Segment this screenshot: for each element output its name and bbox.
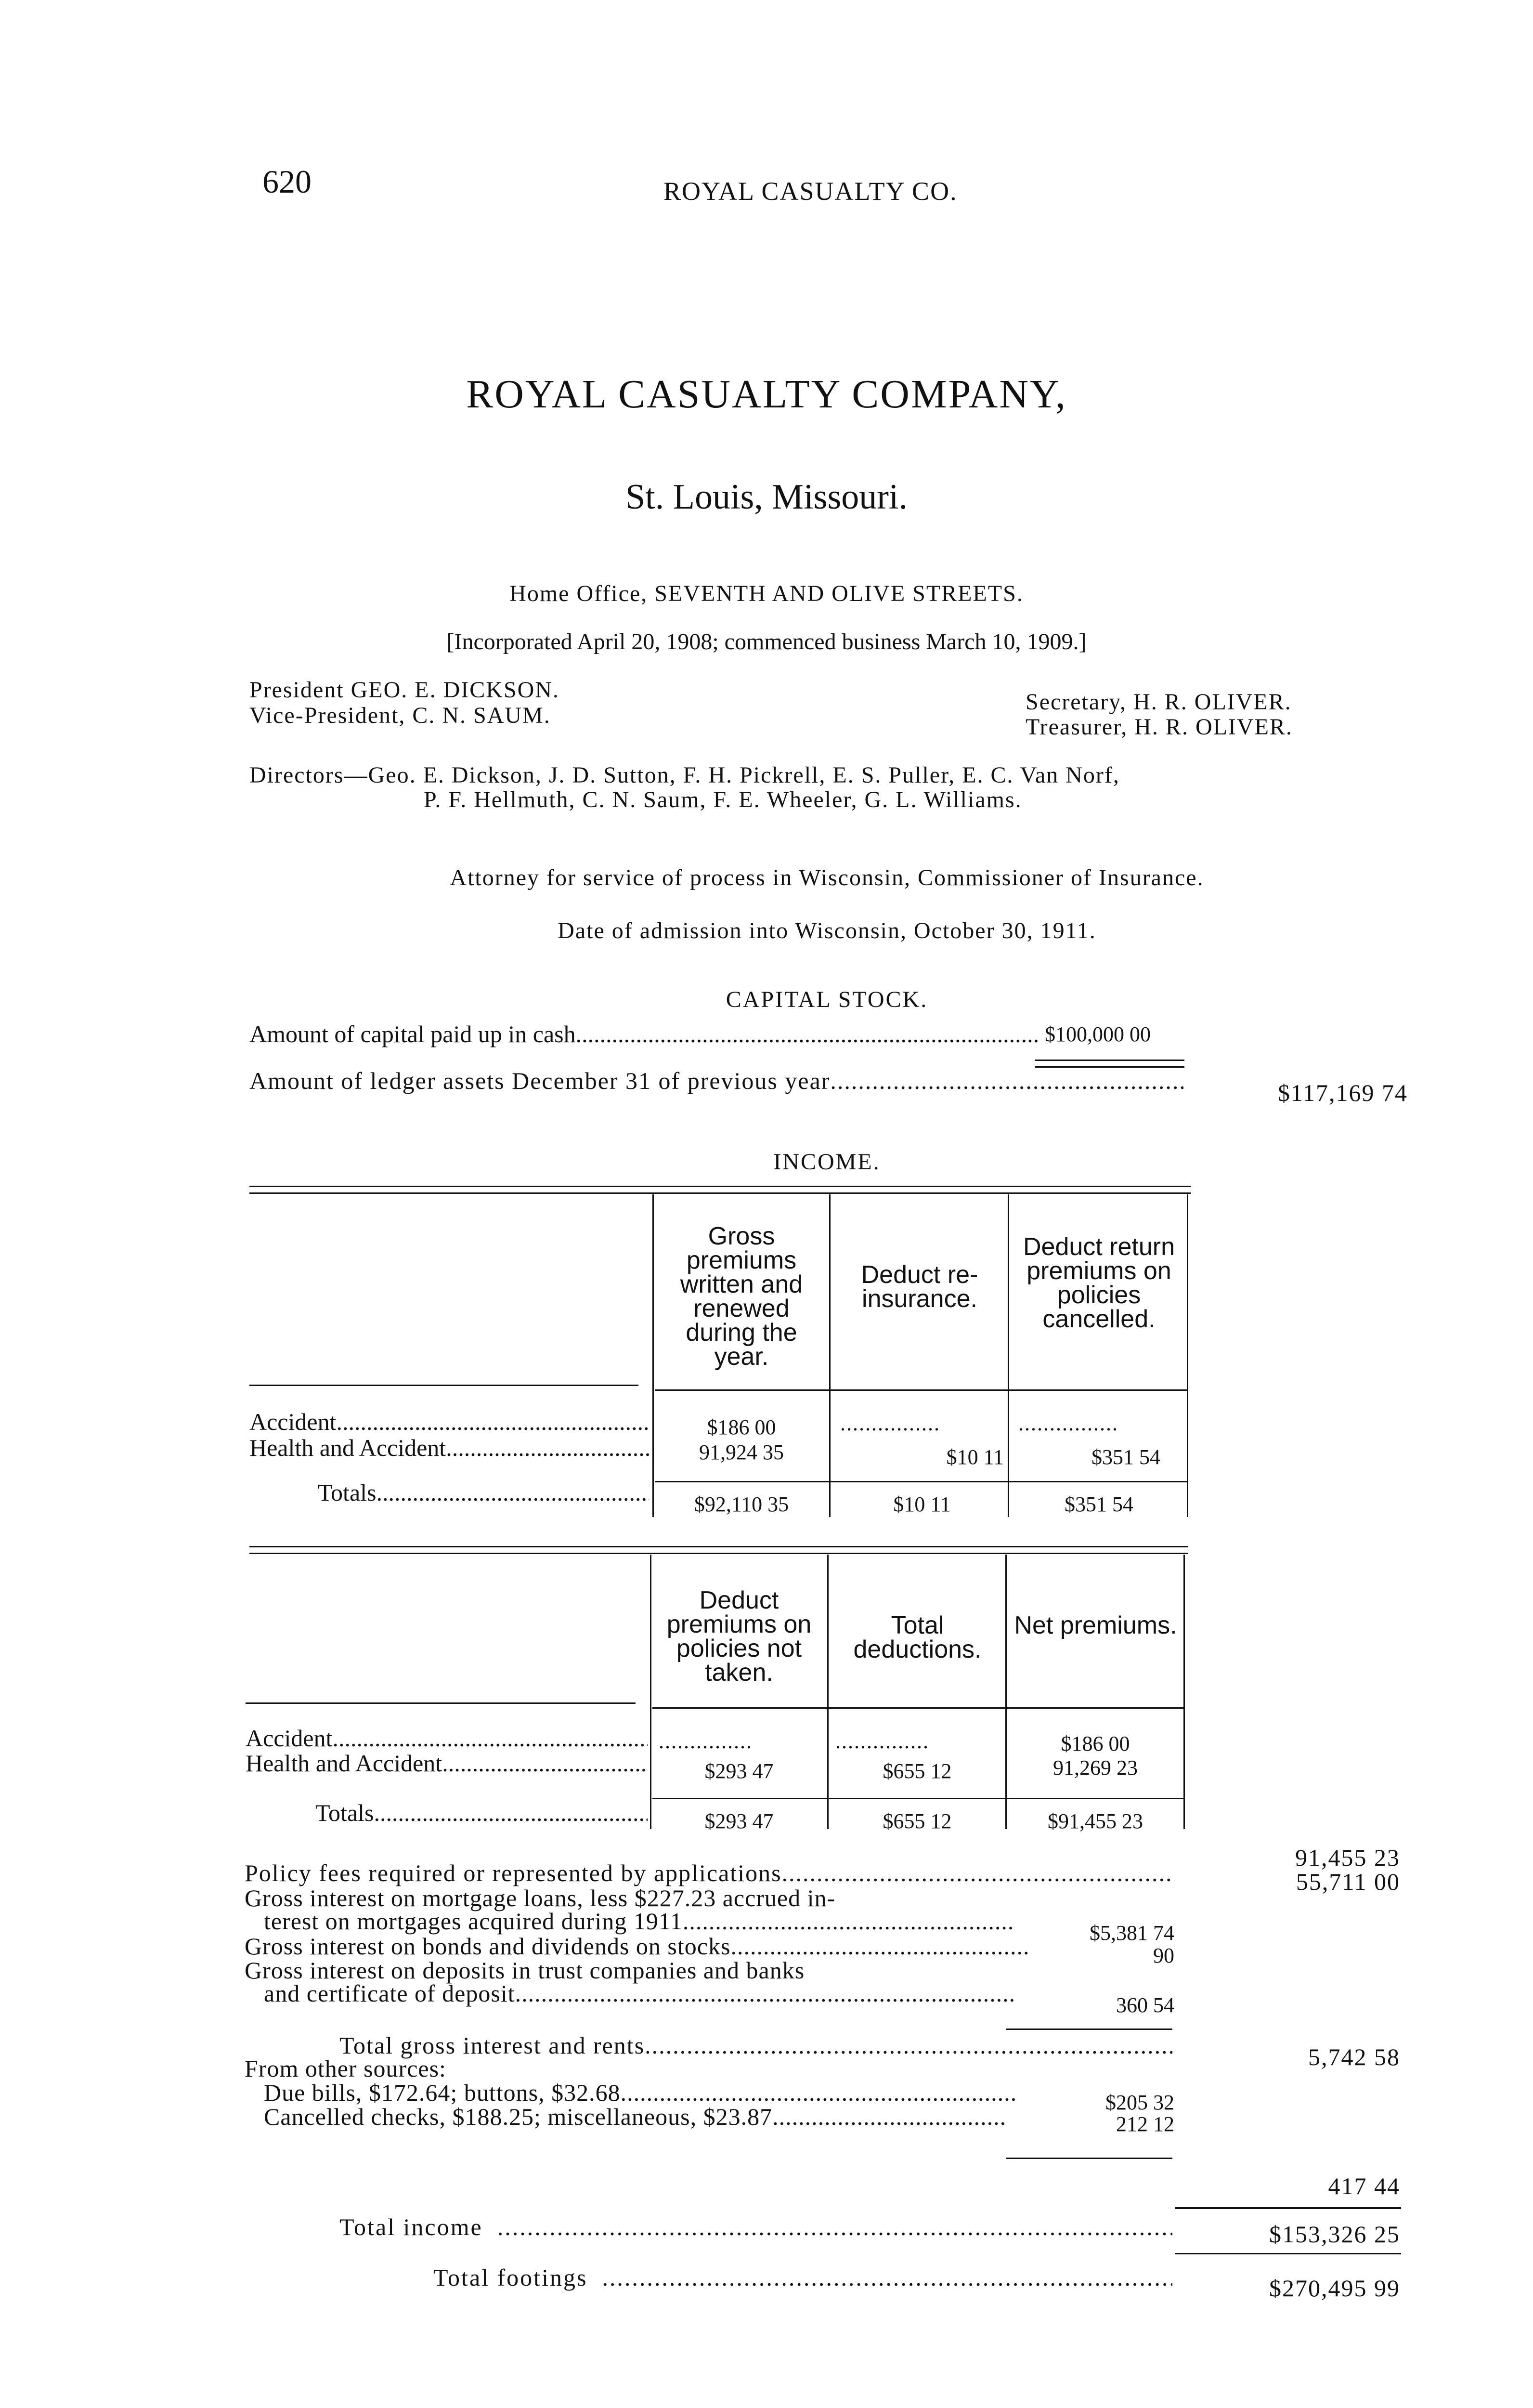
interest-trust-line-1: Gross interest on deposits in trust companies and banks <box>245 1957 805 1984</box>
t2-health-net: 91,269 23 <box>1053 1756 1138 1780</box>
rule <box>1175 2207 1401 2209</box>
capital-paid-value: $100,000 00 <box>1045 1022 1151 1046</box>
t2-row-accident <box>246 1724 648 1752</box>
total-footings-row <box>433 2264 1172 2291</box>
t2-row-health-label: Health and Accident <box>246 1750 442 1777</box>
cancelled-label: Cancelled checks, $188.25; miscellaneous, $23.87 <box>264 2103 773 2130</box>
t1-accident-return-blank: ................ <box>1018 1412 1118 1435</box>
policy-fees-value: 55,711 00 <box>1296 1868 1400 1895</box>
income-heading: INCOME. <box>773 1149 881 1175</box>
total-footings-value: $270,495 99 <box>1269 2275 1400 2302</box>
incorporated-note: [Incorporated April 20, 1908; commenced business March 10, 1909.] <box>446 629 1087 654</box>
t2-header-net-premiums: Net premiums. <box>1014 1611 1177 1639</box>
rule <box>1035 1060 1184 1061</box>
due-bills-label: Due bills, $172.64; buttons, $32.68 <box>264 2079 621 2106</box>
admission-date: Date of admission into Wisconsin, October 30, 1911. <box>558 918 1096 943</box>
column-rule <box>1183 1555 1185 1829</box>
t2-accident-net: $186 00 <box>1061 1732 1130 1755</box>
t2-header-total-deductions: Total deductions. <box>853 1611 982 1663</box>
rule <box>249 1186 1191 1187</box>
t1-totals-reins: $10 11 <box>893 1492 951 1516</box>
president: President GEO. E. DICKSON. <box>249 677 559 703</box>
ledger-assets-label: Amount of ledger assets December 31 of previous year <box>249 1067 831 1094</box>
t2-accident-not-taken-blank: ............... <box>659 1729 753 1753</box>
rule <box>652 1707 1183 1709</box>
rule <box>249 1546 1188 1547</box>
treasurer: Treasurer, H. R. OLIVER. <box>1026 714 1293 740</box>
page-number: 620 <box>262 163 312 200</box>
t2-totals-not-taken: $293 47 <box>704 1809 774 1833</box>
column-rule <box>652 1194 654 1517</box>
vice-president: Vice-President, C. N. SAUM. <box>249 703 551 728</box>
rule <box>1175 2253 1401 2254</box>
interest-trust-value: 360 54 <box>1116 1993 1174 2017</box>
t2-row-accident-label: Accident <box>246 1725 333 1752</box>
total-interest-row <box>339 2031 1172 2059</box>
capital-paid-label: Amount of capital paid up in cash <box>249 1021 576 1047</box>
interest-bonds-value: 90 <box>1153 1944 1174 1967</box>
t1-row-accident <box>249 1408 649 1436</box>
rule <box>249 1192 1191 1194</box>
t1-row-health <box>249 1434 649 1462</box>
t2-totals-total: $655 12 <box>883 1809 952 1833</box>
t1-totals-label: Totals <box>318 1479 377 1506</box>
t2-row-totals <box>315 1799 648 1827</box>
t1-accident-gross: $186 00 <box>707 1415 776 1439</box>
rule <box>655 1481 1187 1482</box>
column-rule <box>650 1555 651 1829</box>
running-title: ROYAL CASUALTY CO. <box>663 177 958 206</box>
policy-fees-label: Policy fees required or represented by applications <box>245 1859 782 1886</box>
t1-row-totals <box>318 1479 649 1506</box>
rule <box>655 1389 1187 1391</box>
total-interest-label: Total gross interest and rents <box>339 2032 645 2059</box>
column-rule <box>827 1555 829 1829</box>
interest-bonds-label: Gross interest on bonds and dividends on stocks <box>245 1933 731 1960</box>
total-interest-value: 5,742 58 <box>1308 2043 1400 2070</box>
t1-header-gross-premiums: Gross premiums written and renewed during the year. <box>680 1222 803 1371</box>
interest-mortgage-value: $5,381 74 <box>1090 1921 1174 1945</box>
cancelled-value: 212 12 <box>1116 2112 1174 2136</box>
rule <box>246 1702 636 1704</box>
t1-accident-reins-blank: ................ <box>840 1412 940 1435</box>
column-rule <box>1187 1194 1188 1517</box>
capital-stock-heading: CAPITAL STOCK. <box>726 987 928 1012</box>
interest-mortgage-row <box>264 1907 1015 1935</box>
rule <box>1006 2028 1172 2030</box>
t2-health-not-taken: $293 47 <box>704 1759 774 1783</box>
interest-mortgage-line-1: Gross interest on mortgage loans, less $227.23 accrued in- <box>245 1885 836 1911</box>
column-rule <box>829 1194 831 1517</box>
total-income-label: Total income <box>339 2213 483 2240</box>
ledger-assets-row <box>249 1067 1183 1095</box>
policy-fees-row <box>245 1859 1174 1887</box>
t1-header-return-premiums: Deduct return premiums on policies cancelled. <box>1023 1233 1175 1333</box>
interest-trust-line-2: and certificate of deposit <box>264 1980 515 2007</box>
rule <box>249 1553 1188 1554</box>
t2-header-not-taken: Deduct premiums on policies not taken. <box>666 1586 812 1687</box>
company-name: ROYAL CASUALTY COMPANY, <box>466 372 1067 417</box>
cancelled-row <box>264 2103 1005 2131</box>
t2-health-total: $655 12 <box>883 1759 952 1783</box>
t2-totals-net: $91,455 23 <box>1048 1809 1143 1833</box>
column-rule <box>1008 1194 1009 1517</box>
directors-line-1: Directors—Geo. E. Dickson, J. D. Sutton, F. H. Pickrell, E. S. Puller, E. C. Van Norf, <box>249 762 1120 788</box>
t1-totals-return: $351 54 <box>1065 1492 1133 1516</box>
t1-row-health-label: Health and Accident <box>249 1434 446 1461</box>
due-bills-value: $205 32 <box>1105 2091 1174 2114</box>
attorney-note: Attorney for service of process in Wisconsin, Commissioner of Insurance. <box>450 865 1204 890</box>
t1-row-accident-label: Accident <box>249 1408 337 1435</box>
t2-row-health <box>246 1749 648 1777</box>
total-footings-label: Total footings <box>433 2264 588 2291</box>
company-location: St. Louis, Missouri. <box>625 477 908 517</box>
secretary: Secretary, H. R. OLIVER. <box>1026 689 1292 715</box>
t1-totals-gross: $92,110 35 <box>694 1492 789 1516</box>
home-office: Home Office, SEVENTH AND OLIVE STREETS. <box>509 581 1024 606</box>
rule <box>652 1798 1183 1799</box>
capital-paid-row <box>249 1020 1039 1048</box>
t2-accident-total-blank: ............... <box>835 1729 929 1753</box>
ledger-assets-value: $117,169 74 <box>1277 1079 1408 1106</box>
net-premiums-carried: 91,455 23 <box>1295 1844 1400 1871</box>
total-income-row <box>339 2213 1172 2241</box>
total-income-value: $153,326 25 <box>1269 2221 1400 2248</box>
rule <box>1006 2158 1172 2159</box>
t1-health-reins: $10 11 <box>946 1445 1004 1469</box>
t1-header-reinsurance: Deduct re-insurance. <box>861 1261 978 1313</box>
t1-health-gross: 91,924 35 <box>699 1440 784 1464</box>
other-sources-label: From other sources: <box>245 2055 446 2082</box>
t1-health-return: $351 54 <box>1091 1445 1160 1469</box>
other-sources-total: 417 44 <box>1328 2172 1400 2199</box>
rule <box>249 1385 638 1386</box>
interest-trust-row <box>264 1979 1015 2007</box>
interest-mortgage-line-2: terest on mortgages acquired during 1911 <box>264 1908 683 1935</box>
directors-line-2: P. F. Hellmuth, C. N. Saum, F. E. Wheeler, G. L. Williams. <box>424 787 1022 812</box>
t2-totals-label: Totals <box>315 1799 374 1826</box>
column-rule <box>1005 1555 1007 1829</box>
